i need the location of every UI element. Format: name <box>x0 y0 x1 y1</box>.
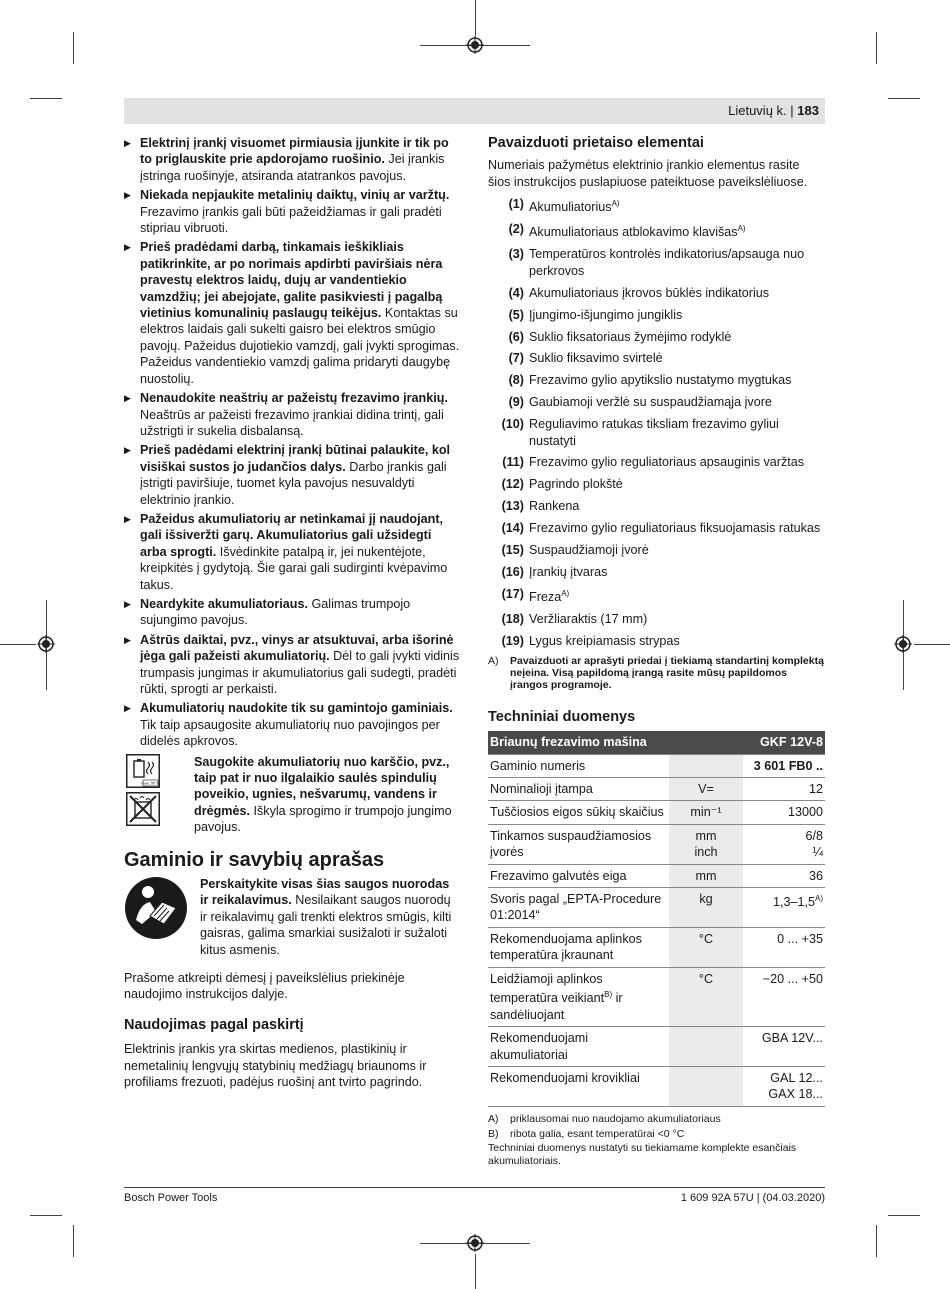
component-item <box>488 372 825 388</box>
table-unit-cell: V= <box>669 778 743 801</box>
right-column <box>488 135 825 1168</box>
table-label: Rekomenduojami krovikliai <box>490 1070 640 1085</box>
crop-mark <box>30 98 62 99</box>
footnote-text: Pavaizduoti ar aprašyti priedai į tiekiamą standartinį komplektą neįeina. Visą papildomą įrangą rasite mūsų papildomos įrangos programoje. <box>510 654 824 691</box>
component-item <box>488 633 825 649</box>
crop-mark <box>876 32 877 64</box>
component-label: Pagrindo plokštė <box>529 477 623 492</box>
safety-bullet-bold: Pažeidus akumuliatorių ar netinkamai jį naudojant, gali išsiveržti garų. Akumuliatorius gali užsidegti arba sprogti. <box>140 511 444 559</box>
safety-bullet-text: Tik taip apsaugosite akumuliatorių nuo pavojingos per didelės apkrovos. <box>140 717 440 749</box>
safety-bullet-text: Darbo įrankis gali įstrigti paviršiuje, tuomet kyla pavojus nesuvaldyti elektrinio įrankio. <box>140 459 447 507</box>
component-item <box>488 476 825 492</box>
component-label: Suspaudžiamoji įvorė <box>529 543 649 558</box>
table-label-cell <box>488 1066 669 1106</box>
component-label: Veržliaraktis (17 mm) <box>529 612 648 626</box>
component-label: Temperatūros kontrolės indikatorius/apsauga nuo perkrovos <box>529 247 805 278</box>
component-label-wrap <box>524 350 825 366</box>
table-unit-cell <box>669 731 743 754</box>
component-number: (7) <box>508 351 524 366</box>
page-header-text <box>728 103 819 118</box>
heat-icon-label: max. 50°C <box>141 780 160 786</box>
page-number: 183 <box>797 103 819 118</box>
table-value: GKF 12V-8 <box>760 735 823 750</box>
footer-left: Bosch Power Tools <box>124 1192 218 1204</box>
component-number: (11) <box>502 455 524 470</box>
heat-battery-icon <box>126 754 160 788</box>
table-note-text: ribota galia, esant temperatūrai <0 °C <box>510 1127 685 1140</box>
safety-bullet <box>124 596 460 629</box>
read-instructions-notice <box>124 876 460 972</box>
heat-warning-bold: Saugokite akumuliatorių nuo karščio, pvz., taip pat ir nuo ilgalaikio saulės spindulių poveikio, ugnies, nešvarumų, vandens ir drėgmės. <box>194 754 450 818</box>
component-item <box>488 196 825 216</box>
safety-bullet-bold: Prieš pradėdami darbą, tinkamais ieškikliais patikrinkite, ar po norimais apdirbti paviršiais nėra pravestų elektros laidų, dujų ar vandentiekio vamzdžių; jei abejojate, galite pasikviesti į pagalbą vietinius komunalinių paslaugų teikėjus. <box>140 240 443 321</box>
safety-bullet <box>124 511 460 593</box>
table-row <box>488 967 825 1026</box>
safety-bullet-text: Išvėdinkite patalpą ir, jei nukentėjote, kreipkitės į gydytoją. Šie garai gali sudirginti kvėpavimo takus. <box>140 544 448 592</box>
safety-bullet-bold: Niekada nepjaukite metalinių daiktų, vinių ar varžtų. <box>140 188 450 203</box>
table-label-sup: B) <box>604 990 613 1000</box>
component-label: Įjungimo-išjungimo jungiklis <box>529 307 683 322</box>
component-item <box>488 520 825 536</box>
section-title: Gaminio ir savybių aprašas <box>124 848 385 871</box>
components-footnote <box>488 655 825 691</box>
component-label: Akumuliatoriaus atblokavimo klavišas <box>529 225 738 240</box>
table-label: Svoris pagal „EPTA-Procedure 01:2014“ <box>490 892 662 923</box>
component-label-wrap <box>524 498 825 514</box>
component-item <box>488 542 825 558</box>
crop-mark <box>876 1225 877 1257</box>
table-row <box>488 801 825 824</box>
table-value: GAL 12... GAX 18... <box>768 1070 823 1102</box>
read-notice-text <box>200 876 460 958</box>
crop-mark <box>888 98 920 99</box>
crop-mark <box>30 1215 62 1216</box>
left-column <box>124 135 460 1094</box>
safety-bullet-text: Neaštrūs ar pažeisti frezavimo įrankiai didina trintį, gali užstrigti ir sukelia disbalansą. <box>140 407 444 438</box>
component-label-wrap <box>524 454 825 470</box>
crop-mark <box>0 644 36 645</box>
table-value-cell <box>743 1066 825 1106</box>
table-label: Rekomenduojami akumuliatoriai <box>490 1031 589 1062</box>
tech-data-table <box>488 731 825 1107</box>
table-value-cell <box>743 967 825 1026</box>
component-number: (4) <box>508 285 524 300</box>
footer-right: 1 609 92A 57U | (04.03.2020) <box>680 1192 825 1204</box>
component-item <box>488 350 825 366</box>
component-number: (10) <box>501 417 524 432</box>
table-label-cell <box>488 731 669 754</box>
table-label-cell <box>488 754 669 777</box>
registration-mark-icon <box>894 635 912 653</box>
table-value-cell <box>743 927 825 967</box>
component-number: (6) <box>508 329 524 344</box>
component-number: (16) <box>501 565 524 579</box>
table-row <box>488 888 825 928</box>
read-note: Prašome atkreipti dėmesį į paveikslėlius priekinėje naudojimo instrukcijos dalyje. <box>124 971 405 1002</box>
safety-bullet <box>124 442 460 508</box>
component-number: (13) <box>501 499 524 514</box>
safety-bullet <box>124 632 460 698</box>
component-footnote-ref: A) <box>561 588 570 598</box>
table-header-row <box>488 731 825 754</box>
component-label-wrap <box>524 329 825 345</box>
component-label-wrap <box>524 372 825 388</box>
safety-bullet-text: Jei įrankis įstringa ruošinyje, atsiranda atatrankos pavojus. <box>140 152 445 183</box>
table-label-cell <box>488 824 669 864</box>
component-label-wrap <box>524 520 825 536</box>
component-item <box>488 416 825 449</box>
table-label: Briaunų frezavimo mašina <box>490 735 647 750</box>
warning-icons <box>126 754 162 826</box>
table-value: 36 <box>808 868 823 883</box>
table-label: Gaminio numeris <box>490 758 586 773</box>
table-value: −20 ... +50 <box>762 971 823 986</box>
component-number: (9) <box>508 395 524 410</box>
table-label-cell <box>488 801 669 824</box>
safety-bullet-bold: Neardykite akumuliatoriaus. <box>140 596 308 611</box>
usage-title: Naudojimas pagal paskirtį <box>124 1016 304 1033</box>
table-value-cell <box>743 864 825 887</box>
component-label-wrap <box>524 586 825 606</box>
component-label: Frezavimo gylio reguliatoriaus fiksuojamasis ratukas <box>529 521 821 536</box>
table-label-cell <box>488 1027 669 1067</box>
table-value: 6/8 ¼ <box>805 828 823 860</box>
component-item <box>488 221 825 241</box>
tech-title: Techniniai duomenys <box>488 708 636 725</box>
component-item <box>488 394 825 410</box>
table-value: 1,3–1,5 <box>772 895 815 910</box>
table-row <box>488 778 825 801</box>
table-final-note: Techniniai duomenys nustatyti su tiekiamame komplekte esančiais akumuliatoriais. <box>488 1141 797 1167</box>
component-label: Frezavimo gylio reguliatoriaus apsauginis varžtas <box>529 455 805 470</box>
safety-bullet-list <box>124 135 460 750</box>
component-number: (2) <box>508 222 524 237</box>
component-label-wrap <box>524 394 825 410</box>
table-value-cell <box>743 888 825 928</box>
table-value: 13000 <box>787 805 823 820</box>
component-label: Akumuliatorius <box>529 200 612 215</box>
table-value-cell <box>743 1027 825 1067</box>
table-label: Tuščiosios eigos sūkių skaičius <box>490 805 664 820</box>
safety-bullet <box>124 239 460 387</box>
table-unit-cell: °C <box>669 967 743 1026</box>
component-number: (8) <box>508 373 524 388</box>
component-number: (1) <box>508 197 524 212</box>
component-label: Gaubiamoji veržlė su suspaudžiamąja įvore <box>529 395 772 410</box>
footnote-key: A) <box>488 654 499 667</box>
crop-mark <box>73 32 74 64</box>
safety-bullet <box>124 135 460 184</box>
page-footer <box>124 1187 825 1204</box>
component-label-wrap <box>524 564 825 580</box>
components-list <box>488 196 825 649</box>
table-label: Nominalioji įtampa <box>490 782 593 797</box>
safety-bullet <box>124 700 460 749</box>
crop-mark <box>475 1254 476 1289</box>
safety-bullet <box>124 187 460 236</box>
table-row <box>488 864 825 887</box>
table-value-cell <box>743 778 825 801</box>
table-value-cell <box>743 754 825 777</box>
safety-bullet-text: Galimas trumpojo sujungimo pavojus. <box>140 596 411 628</box>
table-value-cell <box>743 731 825 754</box>
safety-bullet <box>124 390 460 439</box>
table-label: Rekomenduojama aplinkos temperatūra įkraunant <box>490 931 642 963</box>
usage-text: Elektrinis įrankis yra skirtas medienos, plastikinių ir nemetalinių lengvųjų statybinių medžiagų briaunoms ir profiliams frezuoti, padėjus ruošinį ant tvirto pagrindo. <box>124 1042 427 1090</box>
table-label-cell <box>488 888 669 928</box>
component-label: Įrankių įtvaras <box>529 565 608 579</box>
table-label-tail: ir sandėliuojant <box>490 991 623 1022</box>
table-value: GBA 12V... <box>761 1031 823 1046</box>
table-notes <box>488 1113 825 1140</box>
component-label: Freza <box>529 590 562 605</box>
table-row <box>488 1066 825 1106</box>
table-label-cell <box>488 864 669 887</box>
safety-bullet-bold: Akumuliatorių naudokite tik su gamintojo gaminiais. <box>140 701 453 716</box>
component-item <box>488 611 825 627</box>
component-number: (17) <box>501 586 524 601</box>
component-number: (18) <box>501 612 524 626</box>
component-item <box>488 285 825 301</box>
component-number: (19) <box>501 633 524 648</box>
component-item <box>488 454 825 470</box>
safety-bullet-text: Dėl to gali įvykti vidinis trumpasis jungimas ir akumuliatorius gali sudegti, pradėti rūkti, sprogti ar perkaisti. <box>140 649 460 696</box>
component-item <box>488 498 825 514</box>
table-row <box>488 1027 825 1067</box>
crop-mark <box>73 1225 74 1257</box>
table-unit-cell: °C <box>669 927 743 967</box>
table-unit-cell: mm inch <box>669 824 743 864</box>
safety-bullet-bold: Nenaudokite neaštrių ar pažeistų frezavimo įrankių. <box>140 391 448 406</box>
table-unit-cell <box>669 1027 743 1067</box>
component-number: (3) <box>508 247 524 262</box>
table-note <box>488 1128 825 1140</box>
table-label-cell <box>488 778 669 801</box>
component-label: Akumuliatoriaus įkrovos būklės indikatorius <box>529 285 770 300</box>
table-label-cell <box>488 927 669 967</box>
component-label: Suklio fiksavimo svirtelė <box>529 351 663 366</box>
header-language: Lietuvių k. <box>728 103 787 118</box>
component-label-wrap <box>524 542 825 558</box>
component-label: Rankena <box>529 499 580 514</box>
safety-bullet-text: Kontaktas su elektros laidais gali sukelti gaisro bei elektros smūgio pavojų. Pažeidus dujotiekio vamzdį, gali įvykti sprogimas. Pažeidus vandentiekio vamzdį galima pridaryti daugybę nuostolių. <box>140 306 460 386</box>
read-notice-bold: Perskaitykite visas šias saugos nuorodas ir reikalavimus. <box>200 877 450 908</box>
component-label: Frezavimo gylio apytikslio nustatymo mygtukas <box>529 373 792 388</box>
table-unit-cell <box>669 1066 743 1106</box>
component-label: Lygus kreipiamasis strypas <box>529 633 680 648</box>
component-number: (14) <box>501 521 524 536</box>
component-label: Reguliavimo ratukas tiksliam frezavimo gyliui nustatyti <box>529 417 779 448</box>
component-label-wrap <box>524 246 825 279</box>
component-number: (15) <box>501 543 524 558</box>
crop-mark <box>475 0 476 36</box>
component-label-wrap <box>524 307 825 323</box>
component-number: (12) <box>501 477 524 492</box>
component-footnote-ref: A) <box>737 224 746 234</box>
table-note-key: A) <box>488 1112 499 1125</box>
table-value-cell <box>743 801 825 824</box>
heat-warning-body: Iškyla sprogimo ir trumpojo jungimo pavojus. <box>194 803 452 835</box>
table-value-cell <box>743 824 825 864</box>
component-label-wrap <box>524 611 825 627</box>
registration-mark-icon <box>466 36 484 54</box>
component-item <box>488 246 825 279</box>
table-row <box>488 824 825 864</box>
table-label: Frezavimo galvutės eiga <box>490 868 627 883</box>
table-label: Leidžiamoji aplinkos temperatūra veikiant <box>490 971 605 1006</box>
component-label-wrap <box>524 416 825 449</box>
table-note-text: priklausomai nuo naudojamo akumuliatoriaus <box>510 1112 721 1125</box>
no-water-battery-icon <box>126 792 160 826</box>
components-intro: Numeriais pažymėtus elektrinio įrankio elementus rasite šios instrukcijos puslapiuose pateiktuose paveikslėliuose. <box>488 158 808 189</box>
component-item <box>488 564 825 580</box>
registration-mark-icon <box>37 635 55 653</box>
table-label-cell <box>488 967 669 1026</box>
table-note <box>488 1113 825 1125</box>
table-row <box>488 754 825 777</box>
component-item <box>488 329 825 345</box>
safety-bullet-bold: Prieš padėdami elektrinį įrankį būtinai palaukite, kol visiškai sustos jo judančios dalys. <box>140 443 451 474</box>
component-label: Suklio fiksatoriaus žymėjimo rodyklė <box>529 329 732 344</box>
table-value: 0 ... +35 <box>777 931 823 946</box>
table-value: 12 <box>808 782 823 797</box>
safety-bullet-bold: Aštrūs daiktai, pvz., vinys ar atsuktuvai, arba išorinė jėga gali pažeisti akumuliatorių. <box>140 632 454 664</box>
table-note-key: B) <box>488 1127 499 1140</box>
header-separator: | <box>790 103 794 118</box>
heat-warning <box>124 754 460 835</box>
table-unit-cell: mm <box>669 864 743 887</box>
table-value: 3 601 FB0 .. <box>753 758 823 773</box>
component-item <box>488 307 825 323</box>
component-label-wrap <box>524 633 825 649</box>
table-row <box>488 927 825 967</box>
safety-bullet-text: Frezavimo įrankis gali būti pažeidžiamas ir gali pradėti stipriau vibruoti. <box>140 204 442 236</box>
safety-bullet-bold: Elektrinį įrankį visuomet pirmiausia įjunkite ir tik po to priglauskite prie apdorojamo ruošinio. <box>140 136 449 167</box>
component-footnote-ref: A) <box>611 199 620 209</box>
components-title: Pavaizduoti prietaiso elementai <box>488 135 704 151</box>
component-label-wrap <box>524 285 825 301</box>
component-label-wrap <box>524 196 825 216</box>
page-header <box>124 98 825 124</box>
component-label-wrap <box>524 476 825 492</box>
read-manual-icon <box>124 876 188 940</box>
read-notice-body: Nesilaikant saugos nuorodų ir reikalavimų gali trenkti elektros smūgis, kilti gaisras, galima smarkiai susižaloti ir sužaloti kitus asmenis. <box>200 893 452 957</box>
heat-warning-text <box>194 754 460 836</box>
table-unit-cell <box>669 754 743 777</box>
table-label: Tinkamos suspaudžiamosios įvorės <box>490 828 652 860</box>
component-label-wrap <box>524 221 825 241</box>
crop-mark <box>888 1215 920 1216</box>
table-unit-cell: min⁻¹ <box>669 801 743 824</box>
component-item <box>488 586 825 606</box>
crop-mark <box>914 644 950 645</box>
registration-mark-icon <box>466 1234 484 1252</box>
table-value-sup: A) <box>815 894 823 904</box>
table-unit-cell: kg <box>669 888 743 928</box>
component-number: (5) <box>508 307 524 322</box>
